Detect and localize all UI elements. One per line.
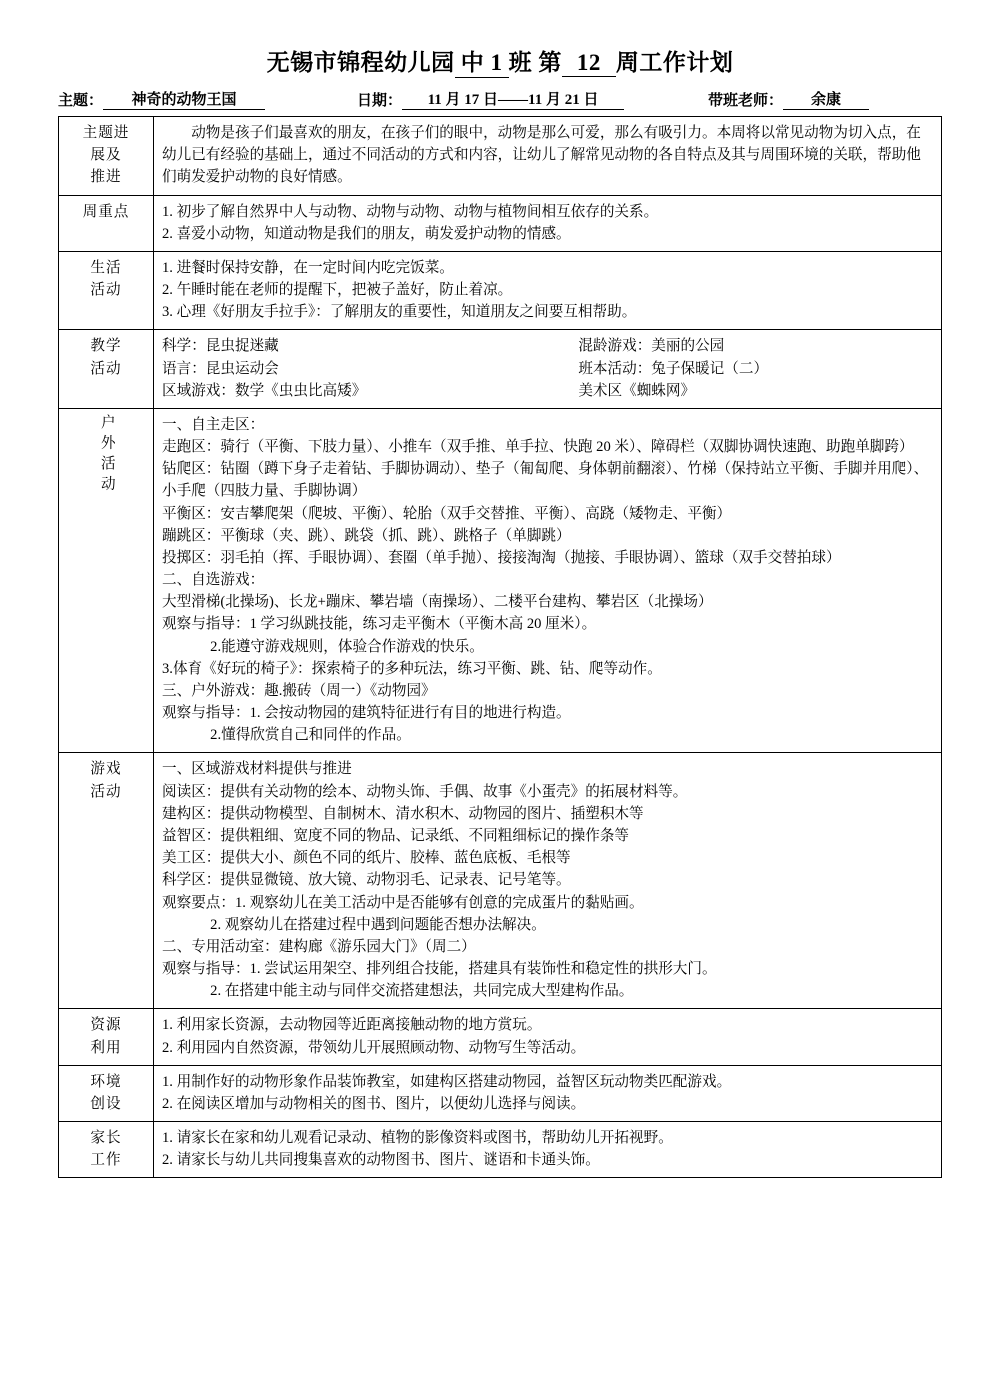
- games-line-4: 益智区：提供粗细、宽度不同的物品、记录纸、不同粗细标记的操作条等: [162, 827, 630, 844]
- parents-line-2: 2. 请家长与幼儿共同搜集喜欢的动物图书、图片、谜语和卡通头饰。: [162, 1152, 600, 1169]
- rowhead-environment: [59, 1065, 154, 1121]
- meta-theme-value: 神奇的动物王国: [103, 88, 265, 110]
- rowhead-resource: [59, 1009, 154, 1065]
- rowhead-life-label: 生活 活动: [90, 259, 122, 299]
- cell-games: [154, 753, 942, 1009]
- focus-line-2: 2. 喜爱小动物，知道动物是我们的朋友，萌发爱护动物的情感。: [162, 225, 571, 242]
- title-mid: 班 第: [508, 50, 562, 75]
- games-line-1: 一、区域游戏材料提供与推进: [162, 761, 352, 778]
- rowhead-environment-label: 环境 创设: [90, 1073, 122, 1112]
- outdoor-line-5: 蹦跳区：平衡球（夹、跳）、跳袋（抓、跳）、跳格子（单脚跳）: [162, 527, 571, 544]
- weekly-plan-table: [58, 116, 942, 1178]
- rowhead-parents-label: 家长 工作: [90, 1130, 122, 1169]
- table-row-life: [59, 251, 942, 330]
- cell-focus: [154, 195, 942, 251]
- cell-teaching: [154, 330, 942, 409]
- meta-teacher-label: 带班老师：: [708, 93, 784, 109]
- rowhead-parents: [59, 1122, 154, 1178]
- meta-date-value: 11 月 17 日——11 月 21 日: [402, 88, 624, 110]
- teaching-line-2: [162, 358, 933, 380]
- games-line-6: 科学区：提供显微镜、放大镜、动物羽毛、记录表、记号笔等。: [162, 872, 571, 889]
- table-row-teaching: [59, 330, 942, 409]
- teaching-1-left: 科学：昆虫捉迷藏: [162, 338, 279, 355]
- table-row-games: [59, 753, 942, 1009]
- outdoor-line-1: 一、自主走区：: [162, 416, 265, 433]
- teaching-1-right: 混龄游戏：美丽的公园: [578, 338, 725, 355]
- cell-resource: [154, 1009, 942, 1065]
- games-line-3: 建构区：提供动物模型、自制树木、清水积木、动物园的图片、插塑积木等: [162, 805, 644, 822]
- teaching-2-left: 语言：昆虫运动会: [162, 360, 279, 377]
- rowhead-outdoor: [59, 408, 154, 753]
- outdoor-line-10: 2.能遵守游戏规则，体验合作游戏的快乐。: [210, 638, 484, 655]
- focus-line-1: 1. 初步了解自然界中人与动物、动物与动物、动物与植物间相互依存的关系。: [162, 203, 659, 220]
- cell-parents: [154, 1122, 942, 1178]
- outdoor-line-4: 平衡区：安吉攀爬架（爬坡、平衡）、轮胎（双手交替推、平衡）、高跷（矮物走、平衡）: [162, 505, 732, 522]
- cell-life: [154, 251, 942, 330]
- table-row-parents: [59, 1122, 942, 1178]
- cell-environment: [154, 1065, 942, 1121]
- games-line-2: 阅读区：提供有关动物的绘本、动物头饰、手偶、故事《小蛋壳》的拓展材料等。: [162, 783, 688, 800]
- teaching-line-1: [162, 335, 933, 357]
- parents-line-1: 1. 请家长在家和幼儿观看记录动、植物的影像资料或图书，帮助幼儿开拓视野。: [162, 1130, 673, 1147]
- games-line-7: 观察要点：1. 观察幼儿在美工活动中是否能够有创意的完成蛋片的黏贴画。: [162, 894, 644, 911]
- resource-line-2: 2. 利用园内自然资源，带领幼儿开展照顾动物、动物写生等活动。: [162, 1039, 586, 1056]
- meta-theme: [58, 88, 265, 110]
- meta-theme-label: 主题：: [58, 93, 104, 109]
- environment-line-1: 1. 用制作好的动物形象作品装饰教室，如建构区搭建动物园，益智区玩动物类匹配游戏。: [162, 1073, 732, 1090]
- rowhead-teaching: 教学 活动: [59, 330, 154, 409]
- meta-date-label: 日期：: [357, 93, 403, 109]
- outdoor-line-6: 投掷区：羽毛拍（挥、手眼协调）、套圈（单手抛）、接接淘淘（抛接、手眼协调）、篮球（双手交替拍球）: [162, 549, 841, 566]
- rowhead-progress: 主题进 展及 推进: [59, 117, 154, 196]
- table-row-progress: [59, 117, 942, 196]
- title-week-field: 12: [562, 50, 616, 77]
- outdoor-line-12: 三、户外游戏：趣.搬砖（周一）《动物园》: [162, 682, 436, 699]
- games-line-11: 2. 在搭建中能主动与同伴交流搭建想法，共同完成大型建构作品。: [210, 983, 634, 1000]
- games-line-9: 二、专用活动室：建构廊《游乐园大门》（周二）: [162, 938, 476, 955]
- outdoor-line-13: 观察与指导：1. 会按动物园的建筑特征进行有目的地进行构造。: [162, 705, 571, 722]
- games-line-5: 美工区：提供大小、颜色不同的纸片、胶棒、蓝色底板、毛根等: [162, 850, 571, 867]
- life-line-3: 3. 心理《好朋友手拉手》：了解朋友的重要性，知道朋友之间要互相帮助。: [162, 304, 637, 321]
- outdoor-line-8: 大型滑梯(北操场)、长龙+蹦床、攀岩墙（南操场）、二楼平台建构、攀岩区（北操场）: [162, 594, 713, 611]
- title-suffix: 周工作计划: [615, 50, 734, 75]
- outdoor-line-9: 观察与指导：1 学习纵跳技能，练习走平衡木（平衡木高 20 厘米）。: [162, 616, 597, 633]
- title-class-field: 中 1: [455, 44, 509, 78]
- teaching-3-left: 区域游戏：数学《虫虫比高矮》: [162, 382, 367, 399]
- meta-teacher: [708, 88, 869, 110]
- meta-row: [58, 88, 942, 110]
- resource-line-1: 1. 利用家长资源，去动物园等近距离接触动物的地方赏玩。: [162, 1017, 542, 1034]
- table-row-focus: [59, 195, 942, 251]
- outdoor-line-14: 2.懂得欣赏自己和同伴的作品。: [210, 727, 411, 744]
- progress-text: 动物是孩子们最喜欢的朋友，在孩子们的眼中，动物是那么可爱，那么有吸引力。本周将以常见动物为切入点，在幼儿已有经验的基础上，通过不同活动的方式和内容，让幼儿了解常见动物的各自特点及其与周围环境的关联，帮助他们萌发爱护动物的良好情感。: [162, 125, 921, 186]
- page-title: [58, 44, 942, 78]
- rowhead-resource-label: 资源 利用: [90, 1017, 122, 1056]
- outdoor-line-7: 二、自选游戏：: [162, 572, 265, 589]
- rowhead-games-label: 游戏 活动: [90, 761, 122, 800]
- teaching-line-3: [162, 380, 933, 402]
- teaching-3-right: 美术区《蜘蛛网》: [578, 382, 696, 399]
- table-row-resource: [59, 1009, 942, 1065]
- meta-date: [357, 88, 624, 110]
- environment-line-2: 2. 在阅读区增加与动物相关的图书、图片，以便幼儿选择与阅读。: [162, 1095, 586, 1112]
- life-line-1: 1. 进餐时保持安静，在一定时间内吃完饭菜。: [162, 259, 454, 276]
- rowhead-games: [59, 753, 154, 1009]
- table-row-environment: [59, 1065, 942, 1121]
- rowhead-focus: 周重点: [59, 195, 154, 251]
- cell-outdoor: [154, 408, 942, 753]
- rowhead-life: [59, 251, 154, 330]
- games-line-10: 观察与指导：1. 尝试运用架空、排列组合技能，搭建具有装饰性和稳定性的拱形大门。: [162, 961, 717, 978]
- outdoor-line-11: 3.体育《好玩的椅子》：探索椅子的多种玩法，练习平衡、跳、钻、爬等动作。: [162, 660, 662, 677]
- table-row-outdoor: [59, 408, 942, 753]
- outdoor-line-3: 钻爬区：钻圈（蹲下身子走着钻、手脚协调动）、垫子（匍匐爬、身体朝前翻滚）、竹梯（保持站立平衡、手脚并用爬）、小手爬（四肢力量、手脚协调）: [162, 461, 929, 500]
- title-prefix: 无锡市锦程幼儿园: [266, 50, 455, 75]
- teaching-2-right: 班本活动：兔子保暖记（二）: [578, 360, 769, 377]
- meta-teacher-value: 余康: [783, 88, 869, 110]
- rowhead-outdoor-label: 户外活动: [98, 413, 115, 497]
- games-line-8: 2. 观察幼儿在搭建过程中遇到问题能否想办法解决。: [210, 916, 546, 933]
- cell-progress: [154, 117, 942, 196]
- life-line-2: 2. 午睡时能在老师的提醒下，把被子盖好，防止着凉。: [162, 282, 513, 299]
- outdoor-line-2: 走跑区：骑行（平衡、下肢力量）、小推车（双手推、单手拉、快跑 20 米）、障碍栏（双脚协调快速跑、助跑单脚跨）: [162, 439, 914, 456]
